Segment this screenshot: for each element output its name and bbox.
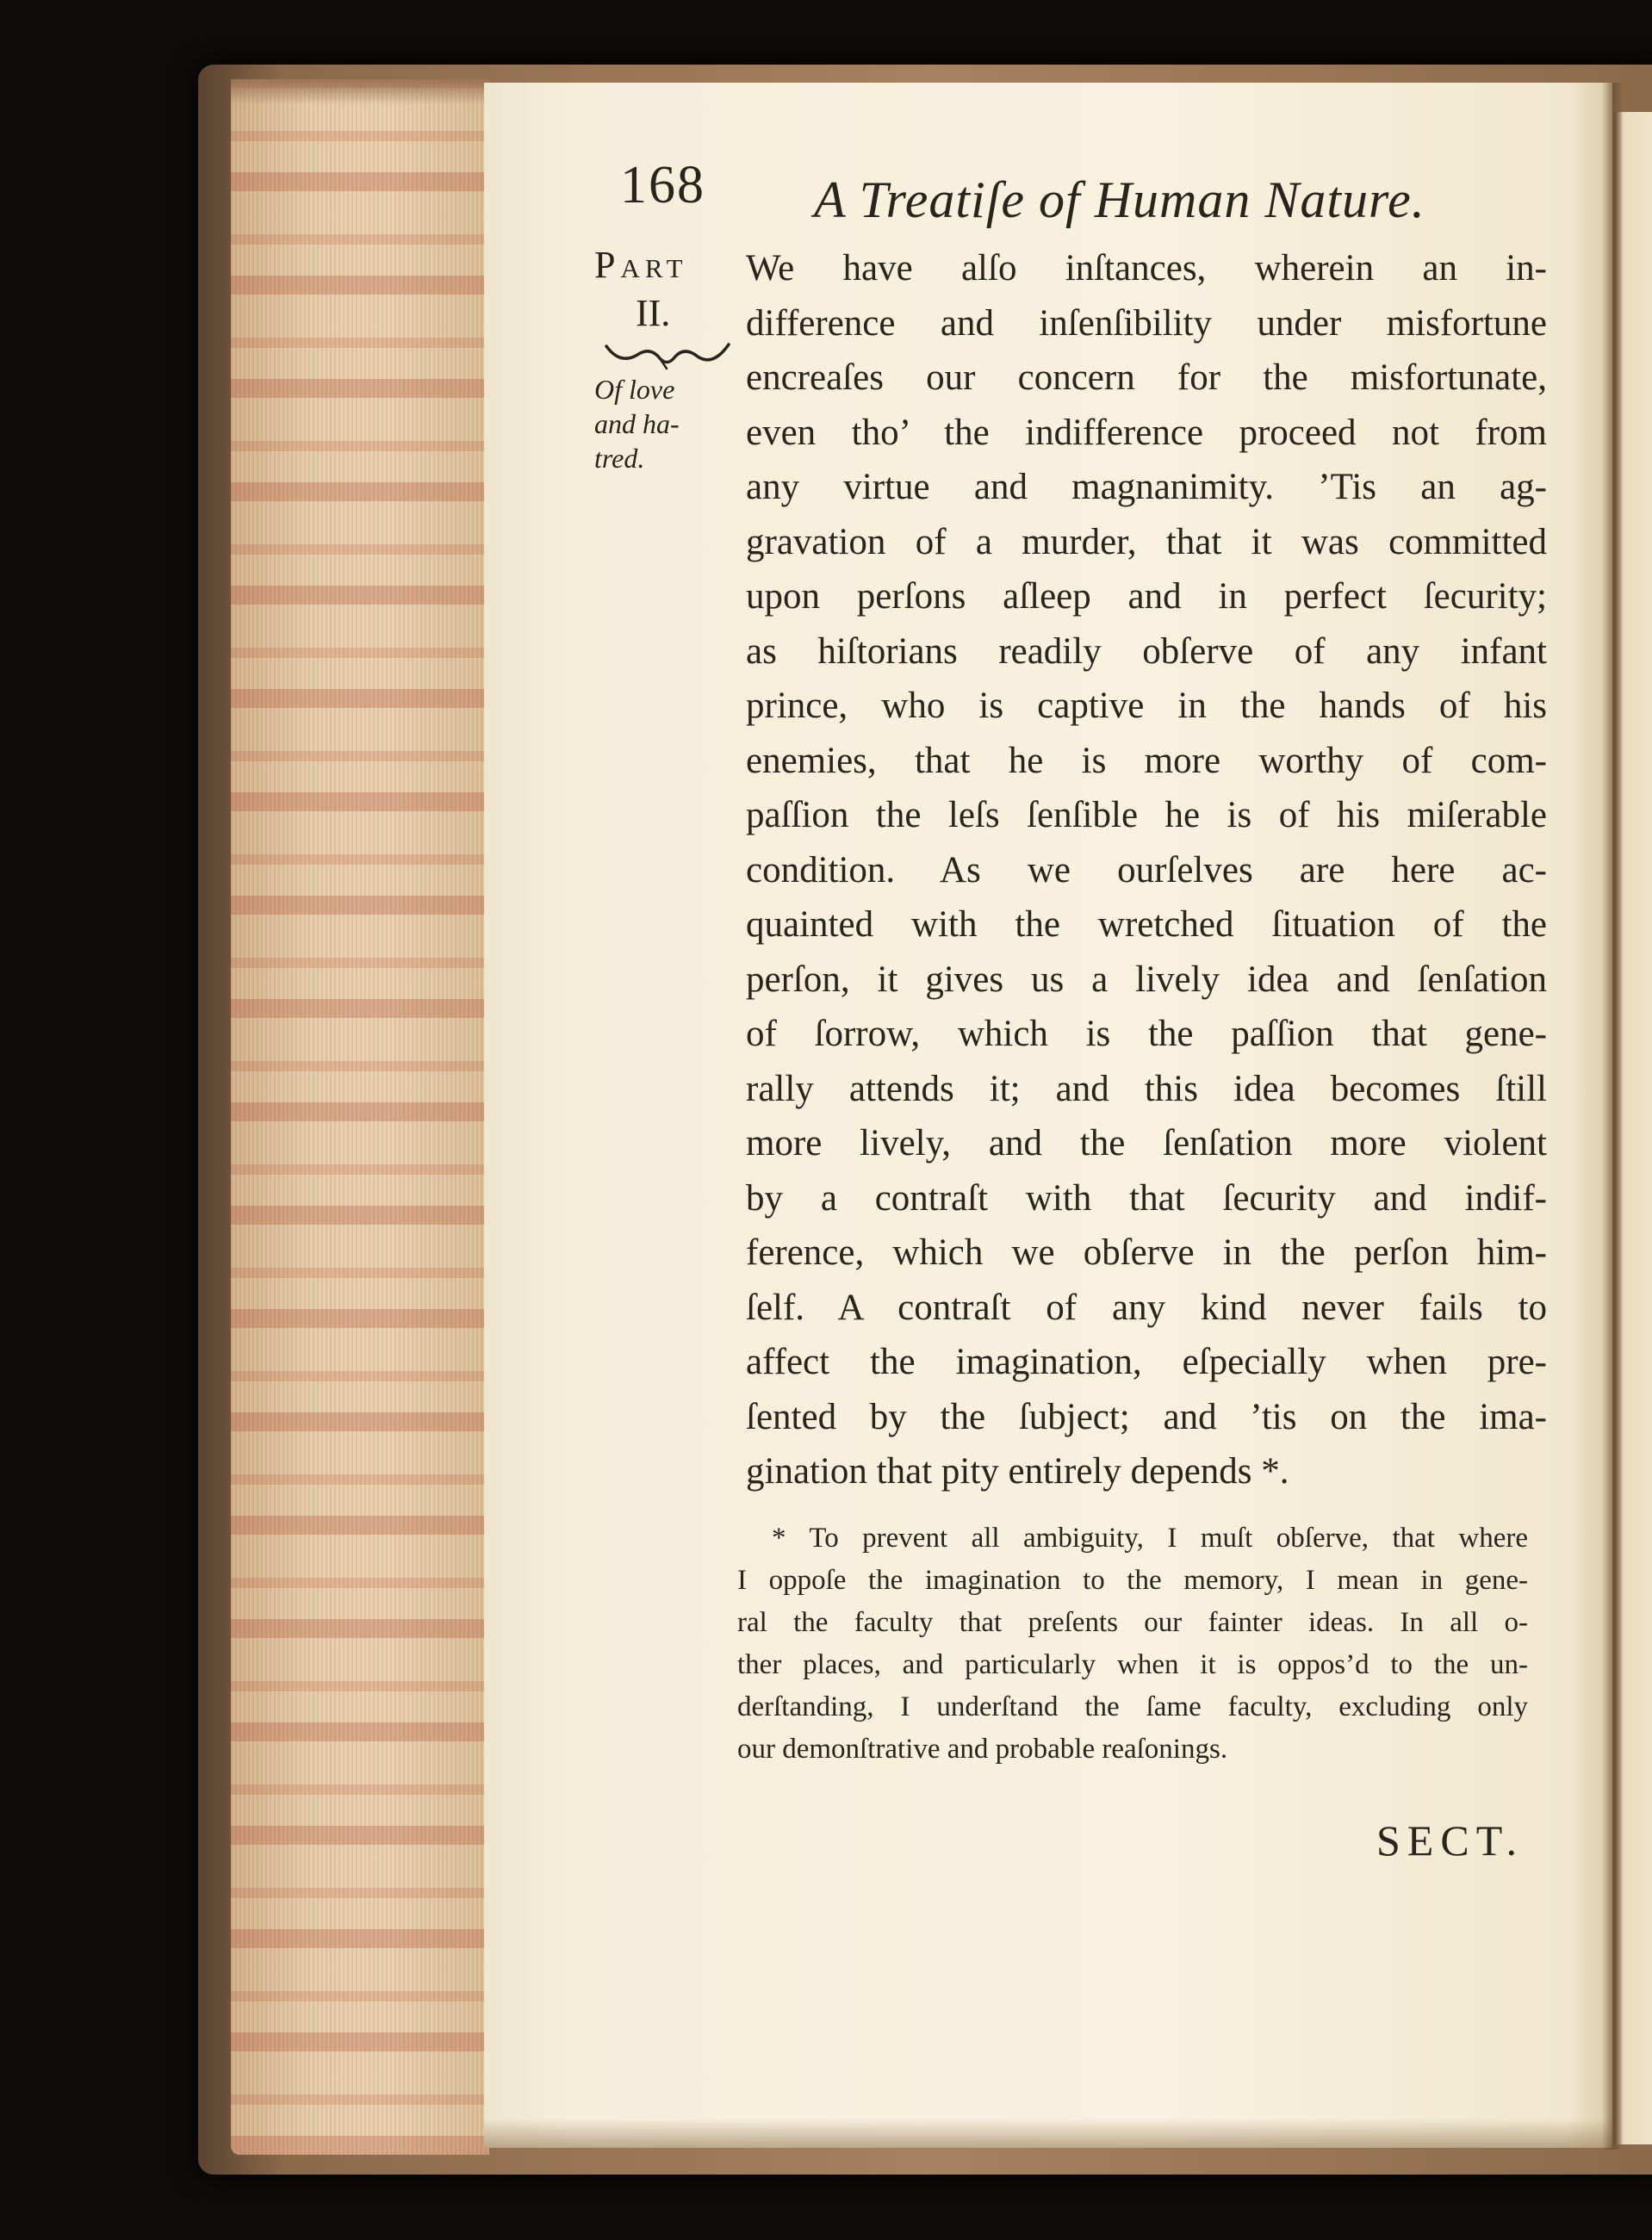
body-line: of ſorrow, which is the paſſion that gene- <box>746 1014 1547 1054</box>
footnote-line: * To prevent all ambiguity, I muſt obſerve, that where <box>772 1523 1528 1554</box>
body-line: encreaſes our concern for the misfortunate, <box>746 357 1547 398</box>
footnote-line: ral the faculty that preſents our fainter ideas. In all o- <box>737 1607 1528 1638</box>
body-line: affect the imagination, eſpecially when pre- <box>746 1342 1547 1382</box>
body-line: by a contraſt with that ſecurity and indif- <box>746 1177 1547 1219</box>
margin-topic-line: and ha- <box>594 408 680 439</box>
body-line: even tho’ the indifference proceed not from <box>746 412 1547 453</box>
footnote-line: I oppoſe the imagination to the memory, I mean in gene- <box>737 1565 1528 1596</box>
body-line: enemies, that he is more worthy of com- <box>746 740 1547 781</box>
body-line: paſſion the leſs ſenſible he is of his miſerable <box>746 795 1547 835</box>
body-line: gination that pity entirely depends *. <box>746 1451 1289 1492</box>
footnote <box>737 1517 1528 1771</box>
page-fore-edge <box>231 79 489 2155</box>
footnote-line: derſtanding, I underſtand the ſame faculty, excluding only <box>737 1691 1528 1722</box>
body-line: any virtue and magnanimity. ’Tis an ag- <box>746 467 1547 507</box>
running-title: A Treatiſe of Human Nature. <box>814 171 1425 228</box>
book-gutter <box>1602 83 1623 2150</box>
footnote-line: our demonſtrative and probable reaſonings. <box>737 1734 1228 1765</box>
body-line: We have alſo inſtances, wherein an in- <box>746 248 1547 289</box>
page-number: 168 <box>620 156 705 214</box>
body-line: more lively, and the ſenſation more violent <box>746 1123 1547 1163</box>
body-line: perſon, it gives us a lively idea and ſenſation <box>746 959 1547 1000</box>
page-bottom-shadow <box>484 2119 1612 2148</box>
footnote-line: ther places, and particularly when it is oppos’d to the un- <box>737 1649 1528 1680</box>
margin-topic-line: tred. <box>594 443 645 474</box>
body-line: gravation of a murder, that it was committed <box>746 521 1547 562</box>
body-line: ſented by the ſubject; and ’tis on the ima- <box>746 1396 1547 1437</box>
body-line: difference and inſenſibility under misfortune <box>746 302 1547 344</box>
margin-part-number: II. <box>636 292 671 334</box>
body-text <box>746 241 1547 1499</box>
body-line: rally attends it; and this idea becomes ſtill <box>746 1068 1547 1109</box>
margin-topic-line: Of love <box>594 374 675 405</box>
body-line: prince, who is captive in the hands of his <box>746 686 1547 726</box>
ornament-flourish-icon <box>603 338 732 372</box>
body-line: quainted with the wretched ſituation of the <box>746 904 1547 945</box>
body-line: as hiſtorians readily obſerve of any infant <box>746 630 1547 672</box>
margin-part-label: Part <box>594 244 688 286</box>
body-line: ſelf. A contraſt of any kind never fails to <box>746 1287 1547 1328</box>
body-line: upon perſons aſleep and in perfect ſecurity; <box>746 576 1547 617</box>
catchword: SECT. <box>1376 1816 1525 1865</box>
margin-topic-note <box>594 372 706 475</box>
body-line: condition. As we ourſelves are here ac- <box>746 849 1547 890</box>
page-edge-shadow <box>231 79 489 105</box>
body-line: ference, which we obſerve in the perſon him- <box>746 1232 1547 1273</box>
